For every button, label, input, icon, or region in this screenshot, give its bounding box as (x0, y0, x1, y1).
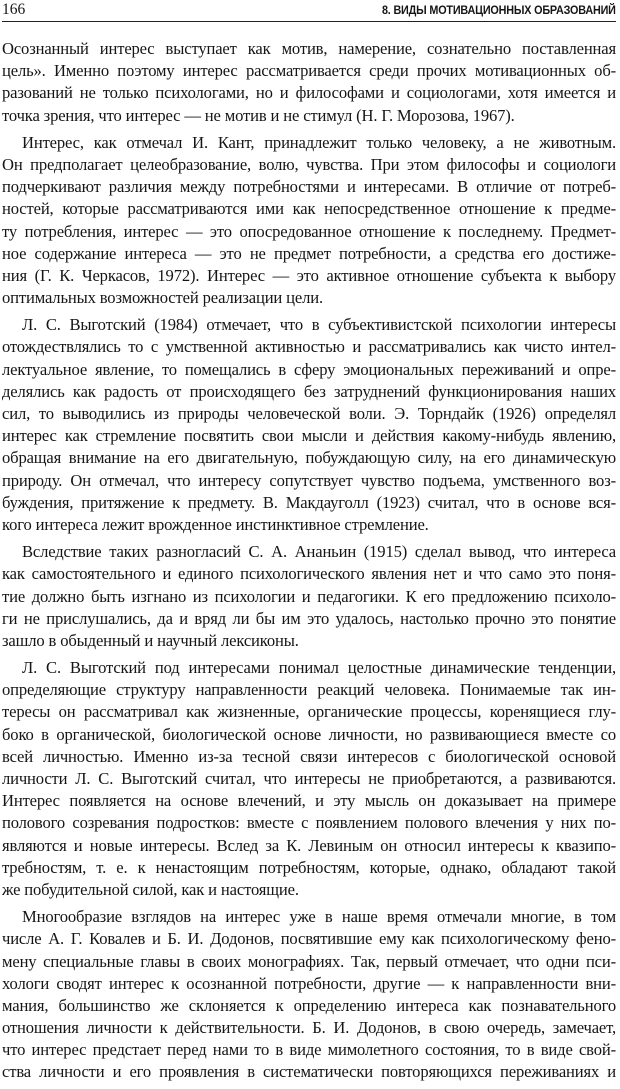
text-line: хологи сводят интерес к осознанной потребности, другие — к направленности вни- (2, 973, 616, 993)
text-line: ния (Г. К. Черкасов, 1972). Интерес — это активное отношение субъекта к выбору (2, 265, 616, 285)
text-line: Л. С. Выготский (1984) отмечает, что в субъективистской психологии интересы (22, 315, 616, 335)
text-line: Осознанный интерес выступает как мотив, намерение, сознательно поставленная (2, 39, 616, 58)
paragraph-5 (2, 657, 616, 901)
text-line: тие должно быть изгнано из психологии и педагогики. К его предложению психоло- (2, 586, 616, 606)
paragraph-2 (2, 132, 616, 310)
text-line: как самостоятельного и единого психологического явления нет и что само это поня- (2, 564, 616, 584)
text-line: являются и новые интересы. Вслед за К. Левиным он относил интересы к квазипо- (2, 835, 616, 855)
text-line: мания, большинство же склоняется к определению интереса как познавательного (2, 995, 616, 1015)
text-line: буждения, притяжение к предмету. В. Макдауголл (1923) считал, что в основе вся- (2, 492, 616, 512)
text-line: полового созревания подростков: вместе с появлением полового влечения у них по- (2, 813, 616, 833)
text-line: Интерес появляется на основе влечений, и эту мысль он доказывает на примере (2, 791, 616, 811)
text-line: Он предполагает целеобразование, волю, чувства. При этом философы и социологи (2, 154, 616, 174)
text-line: лектуальное явление, то помещались в сферу эмоциональных переживаний и опре- (2, 359, 616, 379)
page-header (2, 1, 616, 22)
text-line: боко в органической, биологической основе личности, но развивающиеся вместе со (2, 724, 616, 744)
text-line: Многообразие взглядов на интерес уже в наше время отмечали многие, в том (22, 907, 616, 927)
text-line: мену специальные главы в своих монографиях. Так, первый отмечает, что одни пси- (2, 951, 616, 971)
paragraph-3 (2, 314, 616, 536)
text-line: всей личностью. Именно из-за тесной связи интересов с биологической основой (2, 746, 616, 766)
body-text (2, 38, 616, 1089)
text-line: ное содержание интереса — это не предмет потребности, а средства его достиже- (2, 243, 616, 263)
text-line: зашло в обыденный и научный лексиконы. (2, 630, 299, 650)
text-line: ту потребления, интерес — это опосредованное отношение к последнему. Предмет- (2, 221, 616, 241)
text-line: подчеркивают различия между потребностями и интересами. В отличие от потреб- (2, 177, 616, 197)
text-line: разований не только психологами, но и философами и социологами, хотя имеется и (2, 83, 616, 103)
text-line: ги не прислушались, да и вряд ли бы им это удалось, настолько прочно это понятие (2, 608, 616, 628)
text-line: цель». Именно поэтому интерес рассматривается среди прочих мотивационных об- (2, 61, 616, 81)
text-line: личности Л. С. Выготский считал, что интересы не приобретаются, а развиваются. (2, 769, 616, 788)
text-line: что интерес предстает перед нами то в виде мимолетного состояния, то в виде свой- (2, 1040, 616, 1060)
text-line: интерес как стремление посвятить свои мысли и действия какому-нибудь явлению, (2, 426, 616, 446)
text-line: ностей, которые рассматриваются ими как непосредственное отношение к предме- (2, 199, 616, 219)
paragraph-1 (2, 38, 616, 127)
text-line: Вследствие таких разногласий С. А. Ананьин (1915) сделал вывод, что интереса (22, 542, 616, 562)
text-line: Л. С. Выготский под интересами понимал целостные динамические тенденции, (22, 658, 616, 678)
paragraph-4 (2, 541, 616, 652)
text-line: же побудительной силой, как и настоящие. (2, 879, 299, 899)
running-title: 8. ВИДЫ МОТИВАЦИОННЫХ ОБРАЗОВАНИЙ (382, 3, 616, 17)
text-line: обращая внимание на его двигательную, побуждающую силу, на его динамическую (2, 448, 616, 468)
text-line: числе А. Г. Ковалев и Б. И. Додонов, посвятившие ему как психологическому фено- (2, 929, 616, 949)
text-line: оптимальных возможностей реализации цели. (2, 288, 323, 308)
text-line: ства личности и его проявления в систематически повторяющихся переживаниях и (2, 1062, 616, 1082)
text-line: точка зрения, что интерес — не мотив и не стимул (Н. Г. Морозова, 1967). (2, 105, 515, 125)
text-line: сил, то выводились из природы человеческой воли. Э. Торндайк (1926) определял (2, 404, 616, 423)
text-line: тересы он рассматривал как жизненные, органические процессы, коренящиеся глу- (2, 702, 616, 722)
text-line: определяющие структуру направленности реакций человека. Понимаемые так ин- (2, 680, 616, 700)
text-line: отождествлялись то с умственной активностью и рассматривались как чисто интел- (2, 337, 616, 357)
text-line: Интерес, как отмечал И. Кант, принадлежит только человеку, а не животным. (22, 132, 616, 152)
paragraph-6 (2, 906, 616, 1084)
text-line: отношения личности к действительности. Б. И. Додонов, в свою очередь, замечает, (2, 1018, 616, 1038)
text-line: требностям, т. е. к ненастоящим потребностям, которые, однако, обладают такой (2, 857, 616, 877)
text-line: кого интереса лежит врожденное инстинктивное стремление. (2, 514, 429, 534)
text-line: природу. Он отмечал, что интересу сопутствует чувство подъема, умственного воз- (2, 470, 616, 490)
text-line: делялись как радость от происходящего без затруднений функционирования наших (2, 381, 616, 401)
page-number: 166 (2, 1, 26, 18)
